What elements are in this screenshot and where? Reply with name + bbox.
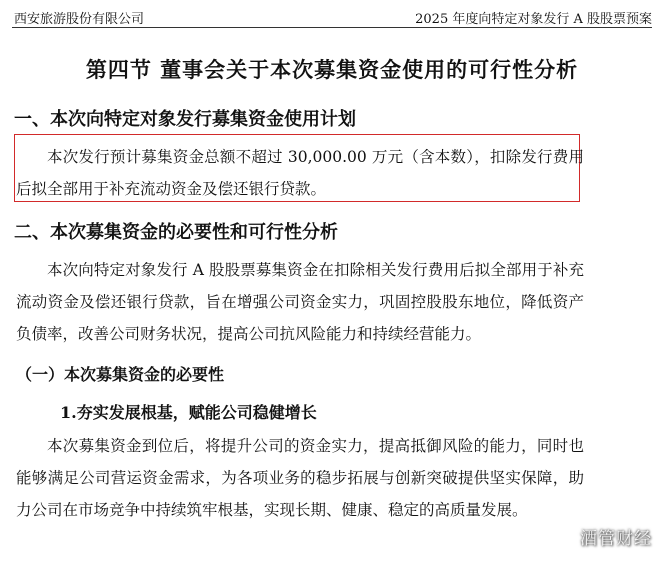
paragraph-foundation: 本次募集资金到位后，将提升公司的资金实力，提高抵御风险的能力，同时也能够满足公司营运资金需求，为各项业务的稳步拓展与创新突破提供坚实保障，助力公司在市场竞争中持续筑牢根基，实现长期、健康、稳定的高质量发展。	[16, 437, 584, 519]
header-company: 西安旅游股份有限公司	[14, 12, 145, 27]
watermark: 酒管财经	[580, 529, 652, 549]
paragraph-necessity-feasibility: 本次向特定对象发行 A 股股票募集资金在扣除相关发行费用后拟全部用于补充流动资金及偿还银行贷款，旨在增强公司资金实力，巩固控股股东地位，降低资产负债率，改善公司财务状况，提高公司抗风险能力和持续经营能力。	[16, 261, 584, 343]
heading-usage-plan: 一、本次向特定对象发行募集资金使用计划	[14, 109, 356, 130]
header-doc-title: 2025 年度向特定对象发行 A 股股票预案	[415, 12, 652, 27]
item-heading-foundation: 1.夯实发展根基，赋能公司稳健增长	[60, 403, 317, 422]
paragraph-usage-plan: 本次发行预计募集资金总额不超过 30,000.00 万元（含本数），扣除发行费用后拟全部用于补充流动资金及偿还银行贷款。	[16, 148, 584, 198]
section-title: 第四节 董事会关于本次募集资金使用的可行性分析	[85, 58, 579, 82]
heading-necessity-feasibility: 二、本次募集资金的必要性和可行性分析	[14, 222, 338, 243]
sub-heading-necessity: （一）本次募集资金的必要性	[16, 365, 225, 384]
page-header	[12, 0, 652, 28]
